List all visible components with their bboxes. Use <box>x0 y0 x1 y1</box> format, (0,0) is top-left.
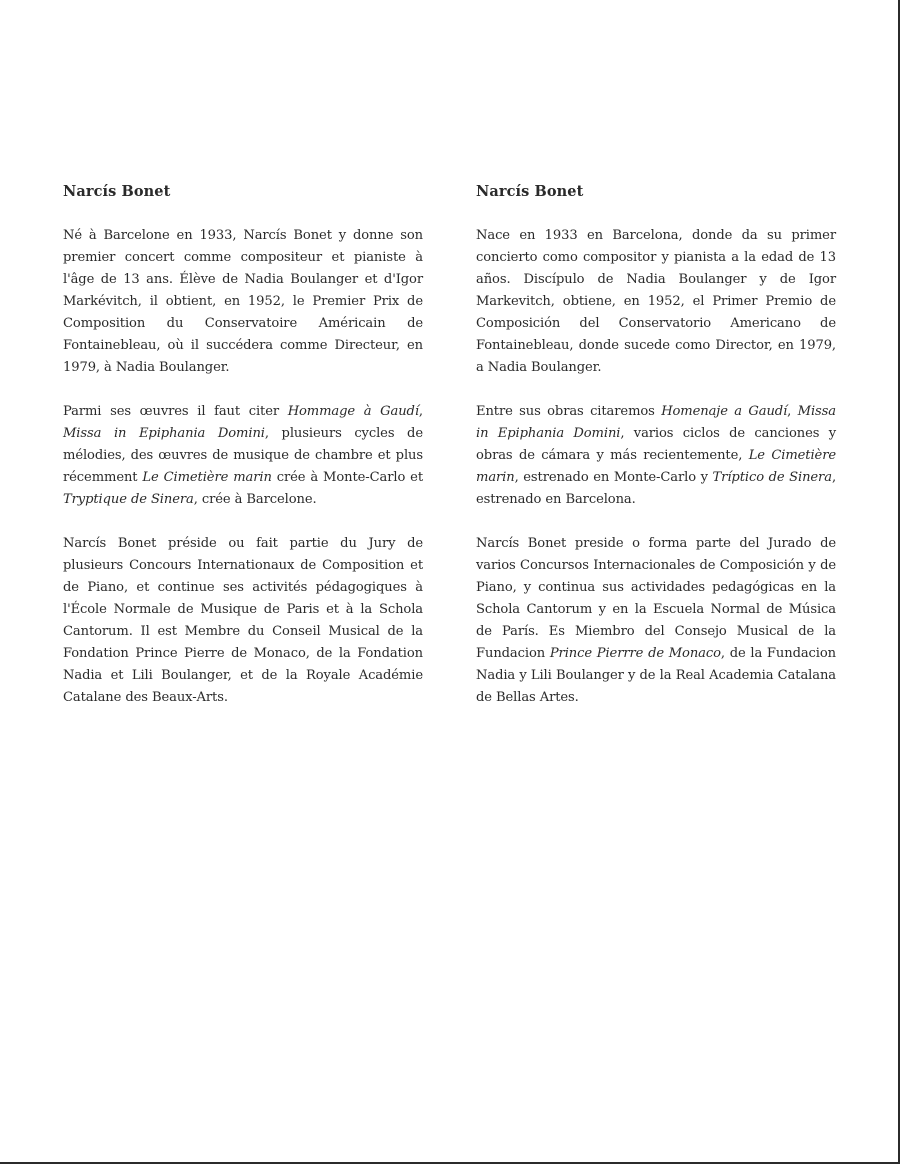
work-title: Tríptico de Sinera <box>712 470 832 485</box>
text: , crée à Barcelone. <box>193 492 317 507</box>
spanish-paragraph-2 <box>476 401 836 511</box>
french-paragraph-3: Narcís Bonet préside ou fait partie du Jury de plusieurs Concours Internationaux de Composition et de Piano, et continue ses activités pédagogiques à l'École Normale de Musique de Paris et à la Schola Cantorum. Il est Membre du Conseil Musical de la Fondation Prince Pierre de Monaco, de la Fondation Nadia et Lili Boulanger, et de la Royale Académie Catalane des Beaux-Arts. <box>63 536 423 705</box>
work-title: Missa in Epiphania Domini <box>476 404 836 441</box>
text: crée à Monte-Carlo et <box>271 470 423 485</box>
spanish-paragraph-1: Nace en 1933 en Barcelona, donde da su primer concierto como compositor y pianista a la edad de 13 años. Discípulo de Nadia Boulanger y de Igor Markevitch, obtiene, en 1952, el Primer Premio de Composición del Conservatorio Americano de Fontainebleau, donde sucede como Director, en 1979, a Nadia Boulanger. <box>476 228 836 375</box>
work-title: Le Cimetière marin <box>476 448 836 485</box>
work-title: Tryptique de Sinera <box>63 492 194 507</box>
french-column <box>63 181 423 731</box>
text: , estrenado en Monte-Carlo y <box>514 470 713 485</box>
work-title: Homenaje a Gaudí <box>661 404 788 419</box>
text: Narcís Bonet preside o forma parte del Jurado de varios Concursos Internacionales de Composición y de Piano, y continua sus actividades pedagógicas en la Schola Cantorum y en la Escuela Normal de Música de París. Es Miembro del Consejo Musical de la Fundacion <box>476 536 836 661</box>
work-title: Le Cimetière marin <box>142 470 272 485</box>
spanish-heading: Narcís Bonet <box>476 183 584 200</box>
organization-name: Prince Pierrre de Monaco <box>549 646 721 661</box>
text: , plusieurs cycles de mélodies, des œuvres de musique de chambre et plus récemment <box>63 426 423 485</box>
french-heading: Narcís Bonet <box>63 183 171 200</box>
text: Parmi ses œuvres il faut citer <box>63 404 288 419</box>
text: , <box>787 404 798 419</box>
french-paragraph-1: Né à Barcelone en 1933, Narcís Bonet y donne son premier concert comme compositeur et pianiste à l'âge de 13 ans. Élève de Nadia Boulanger et d'Igor Markévitch, il obtient, en 1952, le Premier Prix de Composition du Conservatoire Américain de Fontainebleau, où il succédera comme Directeur, en 1979, à Nadia Boulanger. <box>63 228 423 375</box>
text: , de la Fundacion Nadia y Lili Boulanger y de la Real Academia Catalana de Bellas Artes. <box>476 646 836 705</box>
text: , estrenado en Barcelona. <box>476 470 836 507</box>
spanish-paragraph-3 <box>476 533 836 709</box>
text: , varios ciclos de canciones y obras de cámara y más recientemente, <box>476 426 837 463</box>
work-title: Missa in Epiphania Domini <box>63 426 265 441</box>
french-paragraph-2 <box>63 401 423 511</box>
text: , <box>418 404 423 419</box>
text: Entre sus obras citaremos <box>476 404 662 419</box>
spanish-column <box>476 181 836 731</box>
work-title: Hommage à Gaudí <box>287 404 419 419</box>
